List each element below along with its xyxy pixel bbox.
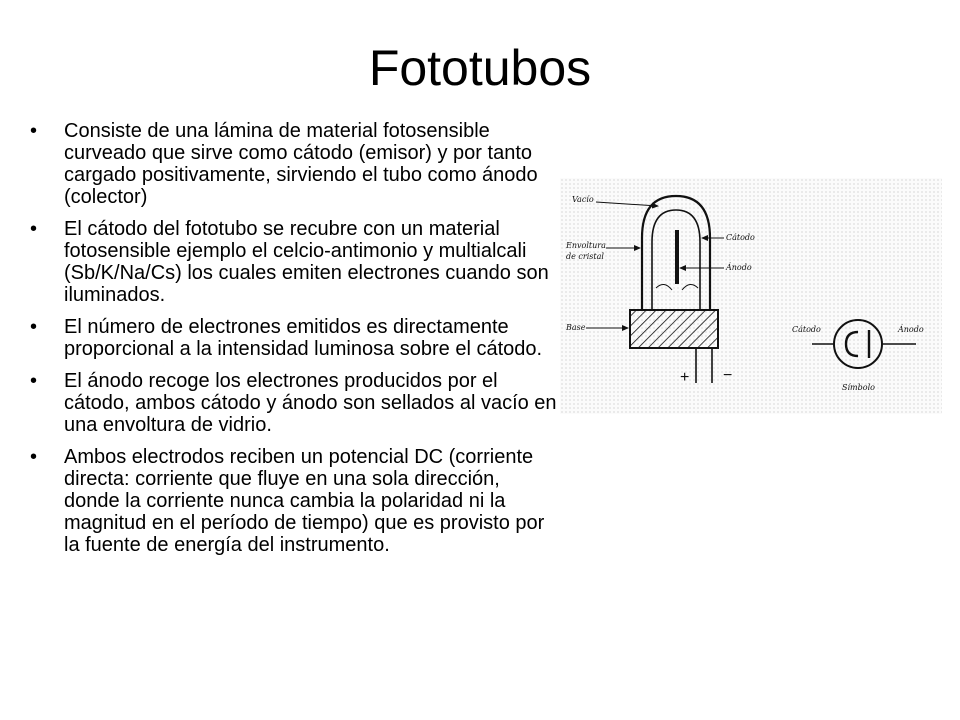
bullet-marker: • [30,316,38,338]
bullet-text: El ánodo recoge los electrones producidos por el cátodo, ambos cátodo y ánodo son sellados al vacío en una envoltura de vidrio. [64,370,557,436]
bullet-marker: • [30,120,38,142]
bullet-item [28,120,558,208]
label-envoltura-2: de cristal [566,252,604,261]
bullet-text: Consiste de una lámina de material fotosensible curveado que sirve como cátodo (emisor) y por tanto cargado positivamente, sirviendo el tubo como ánodo (colector) [64,120,538,208]
bullet-text: Ambos electrodos reciben un potencial DC (corriente directa: corriente que fluye en una sola dirección, donde la corriente nunca cambia la polaridad ni la magnitud en el período de tiempo) que es provisto por la fuente de energía del instrumento. [64,446,545,556]
symbol-label-catodo: Cátodo [792,325,821,334]
bullet-list [28,120,558,566]
minus-sign: − [723,367,733,384]
plus-sign: + [680,369,690,386]
phototube-diagram [560,178,942,414]
symbol-circle [834,320,882,368]
label-vacio: Vacío [572,195,594,204]
phototube-diagram-svg [560,178,942,414]
bullet-item [28,370,558,436]
symbol-cathode [846,332,858,356]
bullet-item [28,316,558,360]
bullet-marker: • [30,446,38,468]
arrow-vacio [596,202,658,206]
bullet-marker: • [30,370,38,392]
bullet-text: El número de electrones emitidos es directamente proporcional a la intensidad luminosa sobre el cátodo. [64,316,543,360]
symbol-label-anodo: Ánodo [898,325,924,334]
bullet-item [28,218,558,306]
label-anodo: Ánodo [726,263,752,272]
slide-title: Fototubos [368,40,592,96]
label-catodo: Cátodo [726,233,755,242]
envelope-detail [656,284,698,290]
bullet-item [28,446,558,556]
label-envoltura-1: Envoltura [566,241,606,250]
label-base: Base [566,323,586,332]
symbol-caption: Símbolo [842,383,875,392]
bullet-text: El cátodo del fototubo se recubre con un material fotosensible ejemplo el celcio-antimonio y multialcali (Sb/K/Na/Cs) los cuales emiten electrones cuando son iluminados. [64,218,549,306]
bullet-marker: • [30,218,38,240]
tube-base [630,310,718,348]
